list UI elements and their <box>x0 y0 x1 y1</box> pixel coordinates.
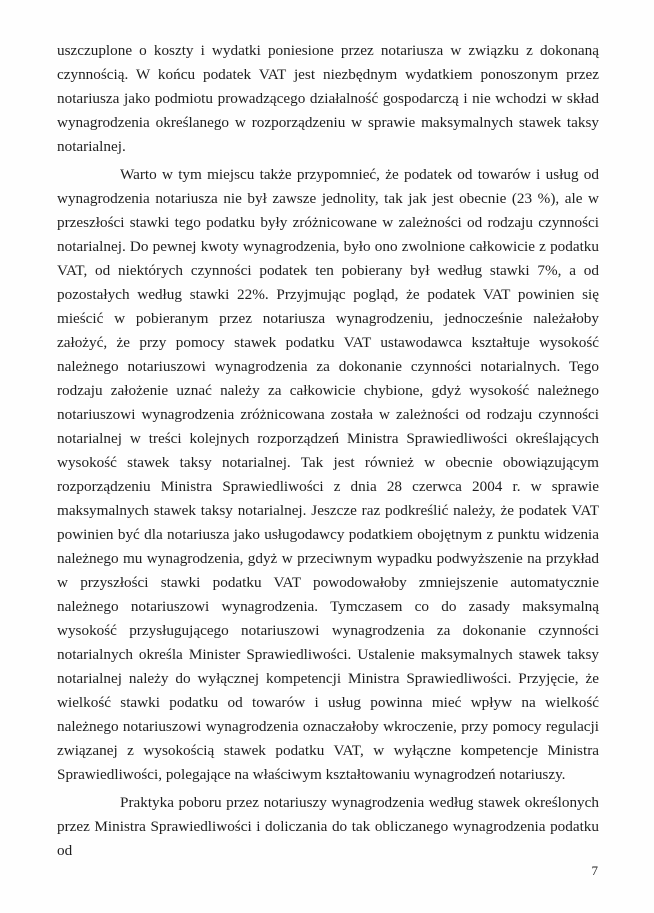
page-number: 7 <box>591 863 598 878</box>
paragraph-1: uszczuplone o koszty i wydatki poniesione przez notariusza w związku z dokonaną czynnością. W końcu podatek VAT jest niezbędnym wydatkiem ponoszonym przez notariusza jako podmiotu prowadzącego działalność gospodarczą i nie wchodzi w skład wynagrodzenia określanego w rozporządzeniu w sprawie maksymalnych stawek taksy notarialnej. <box>57 42 599 155</box>
paragraph-3: Praktyka poboru przez notariuszy wynagrodzenia według stawek określonych przez Ministra Sprawiedliwości i doliczania do tak obliczanego wynagrodzenia podatku od <box>57 794 599 859</box>
paragraph-2: Warto w tym miejscu także przypomnieć, że podatek od towarów i usług od wynagrodzenia notariusza nie był zawsze jednolity, tak jak jest obecnie (23 %), ale w przeszłości stawki tego podatku były zróżnicowane w zależności od rodzaju czynności notarialnej. Do pewnej kwoty wynagrodzenia, było ono zwolnione całkowicie z podatku VAT, od niektórych czynności podatek ten pobierany był według stawki 7%, a od pozostałych według stawki 22%. Przyjmując pogląd, że podatek VAT powinien się mieścić w pobieranym przez notariusza wynagrodzeniu, jednocześnie należałoby założyć, że przy pomocy stawek podatku VAT ustawodawca kształtuje wysokość należnego notariuszowi wynagrodzenia za dokonanie czynności notarialnych. Tego rodzaju założenie uznać należy za całkowicie chybione, gdyż wysokość należnego notariuszowi wynagrodzenia zróżnicowana została w zależności od rodzaju czynności notarialnej w treści kolejnych rozporządzeń Ministra Sprawiedliwości określających wysokość stawek taksy notarialnej. Tak jest również w obecnie obowiązującym rozporządzeniu Ministra Sprawiedliwości z dnia 28 czerwca 2004 r. w sprawie maksymalnych stawek taksy notarialnej. Jeszcze raz podkreślić należy, że podatek VAT powinien być dla notariusza jako usługodawcy podatkiem obojętnym z punktu widzenia należnego mu wynagrodzenia, gdyż w przeciwnym wypadku podwyższenie na przykład w przyszłości stawki podatku VAT powodowałoby zmniejszenie automatycznie należnego notariuszowi wynagrodzenia. Tymczasem co do zasady maksymalną wysokość przysługującego notariuszowi wynagrodzenia za dokonanie czynności notarialnych określa Minister Sprawiedliwości. Ustalenie maksymalnych stawek taksy notarialnej należy do wyłącznej kompetencji Ministra Sprawiedliwości. Przyjęcie, że wielkość stawki podatku od towarów i usług powinna mieć wpływ na wielkość należnego notariuszowi wynagrodzenia oznaczałoby wkroczenie, przy pomocy regulacji związanej z wysokością stawek podatku VAT, w wyłączne kompetencje Ministra Sprawiedliwości, polegające na właściwym kształtowaniu wynagrodzeń notariuszy. <box>57 166 599 783</box>
body-text <box>57 39 599 867</box>
